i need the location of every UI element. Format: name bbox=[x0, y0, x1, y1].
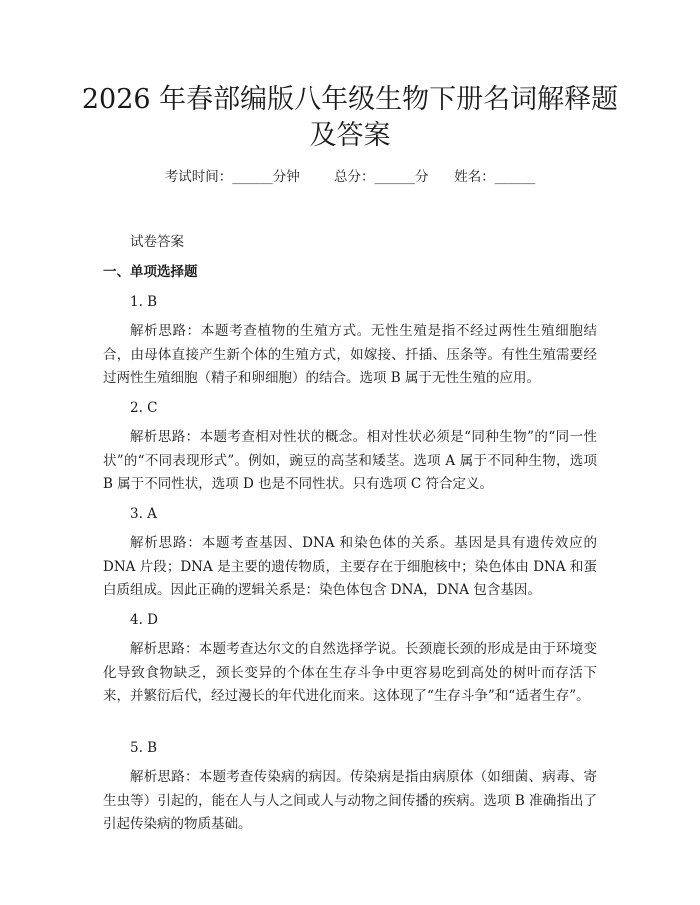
question-analysis-4: 解析思路：本题考查达尔文的自然选择学说。长颈鹿长颈的形成是由于环境变化导致食物缺乏，颈长变异的个体在生存斗争中更容易吃到高处的树叶而存活下来，并繁衍后代，经过漫长的年代进化而来。这体现了“生存斗争”和“适者生存”。 bbox=[103, 641, 597, 704]
document-title-line-2: 及答案 bbox=[309, 120, 391, 151]
document-title-line-1: 2026 年春部编版八年级生物下册名词解释题 bbox=[81, 84, 619, 115]
question-analysis-3: 解析思路：本题考查基因、DNA 和染色体的关系。基因是具有遗传效应的 DNA 片段；DNA 是主要的遗传物质，主要存在于细胞核中；染色体由 DNA 和蛋白质组成。因此正确的逻辑关系是：染色体包含 DNA，DNA 包含基因。 bbox=[103, 535, 597, 598]
exam-info bbox=[0, 167, 700, 187]
question-number-1: 1. B bbox=[130, 294, 158, 310]
exam-name: 姓名：______ bbox=[454, 169, 536, 185]
question-analysis-2: 解析思路：本题考查相对性状的概念。相对性状必须是“同种生物”的“同一性状”的“不同表现形式”。例如，豌豆的高茎和矮茎。选项 A 属于不同种生物，选项 B 属于不同性状，选项 D 也是不同性状。只有选项 C 符合定义。 bbox=[103, 429, 597, 492]
question-number-2: 2. C bbox=[130, 400, 158, 416]
question-number-3: 3. A bbox=[130, 506, 157, 522]
question-analysis-1: 解析思路：本题考查植物的生殖方式。无性生殖是指不经过两性生殖细胞结合，由母体直接产生新个体的生殖方式，如嫁接、扦插、压条等。有性生殖需要经过两性生殖细胞（精子和卵细胞）的结合。选项 B 属于无性生殖的应用。 bbox=[103, 323, 597, 386]
section-heading: 一、单项选择题 bbox=[103, 264, 198, 280]
question-number-4: 4. D bbox=[130, 612, 158, 628]
question-number-5: 5. B bbox=[130, 740, 158, 756]
question-analysis-5: 解析思路：本题考查传染病的病因。传染病是指由病原体（如细菌、病毒、寄生虫等）引起的，能在人与人之间或人与动物之间传播的疾病。选项 B 准确指出了引起传染病的物质基础。 bbox=[103, 769, 597, 832]
section-label: 试卷答案 bbox=[130, 234, 184, 250]
exam-time: 考试时间：______分钟 bbox=[164, 169, 300, 185]
exam-score: 总分：______分 bbox=[334, 169, 429, 185]
